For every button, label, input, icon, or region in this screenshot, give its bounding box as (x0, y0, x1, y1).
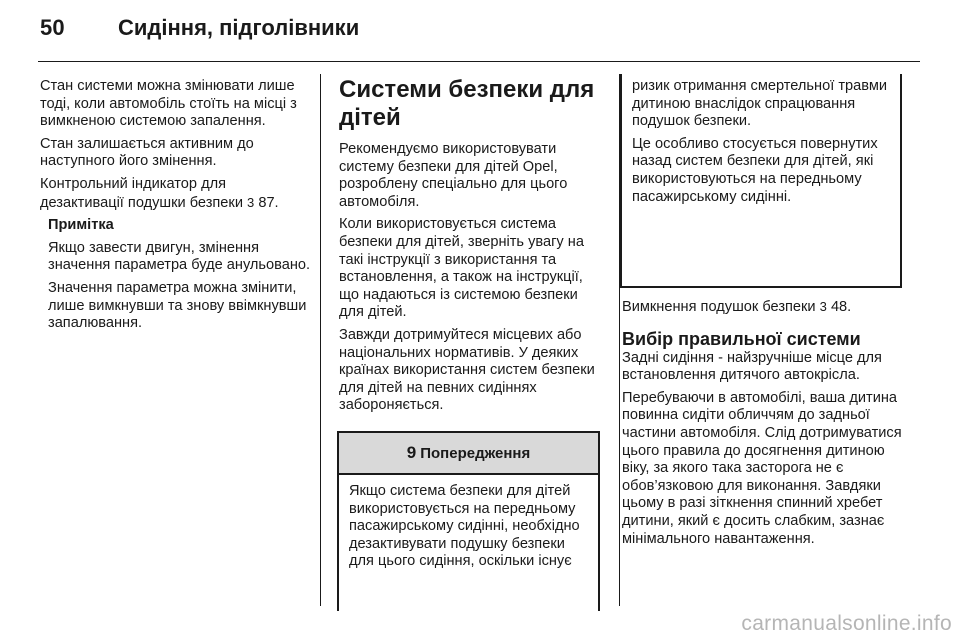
paragraph: Стан системи можна змінювати лише тоді, коли автомобіль стоїть на місці з вимкненою системою запалення. (40, 78, 297, 130)
column-divider-left (320, 74, 321, 606)
note-paragraph: Якщо завести двигун, змінення значення параметра буде анульовано. (48, 239, 311, 274)
page-reference[interactable]: 87. (258, 194, 279, 211)
watermark: carmanualsonline.info (741, 612, 952, 635)
paragraph: Завжди дотримуйтеся місцевих або національних нормативів. У деяких країнах використання систем безпеки для дітей на певних сидіннях забороняється. (339, 326, 595, 414)
reference-arrow-icon: 3 (247, 194, 255, 210)
page-number: 50 (40, 15, 65, 40)
paragraph: Задні сидіння - найзручніше місце для встановлення дитячого автокрісла. (622, 349, 882, 384)
subsection-heading: Вибір правильної системи (622, 328, 861, 349)
warning-triangle-icon: 9 (406, 443, 417, 462)
warning-box (337, 431, 600, 611)
header-rule (38, 61, 920, 62)
warning-text: ризик отримання смертельної травми дитиною внаслідок спрацювання подушок безпеки. (632, 78, 888, 130)
note-paragraph: Значення параметра можна змінити, лише вимкнувши та знову ввімкнувши запалювання. (48, 279, 307, 332)
column-1 (40, 78, 312, 338)
paragraph: Стан залишається активним до наступного його змінення. (40, 135, 254, 170)
note-title: Примітка (48, 217, 114, 234)
paragraph: Рекомендуємо використовувати систему безпеки для дітей Opel, розроблену спеціально для цього автомобіля. (339, 141, 568, 210)
reference-arrow-icon: 3 (819, 299, 827, 314)
warning-text: Це особливо стосується повернутих назад систем безпеки для дітей, які використовуються на передньому пасажирському сидінні. (632, 135, 878, 205)
paragraph-with-reference: Вимкнення подушок безпеки 3 48. (622, 299, 852, 315)
paragraph: Коли використовується система безпеки для дітей, зверніть увагу на такі інструкції з використання та встановлення, а також на інструкції, що надаються із системою безпеки для дітей. (339, 216, 584, 321)
section-heading: Системи безпеки для дітей (339, 76, 595, 131)
note-block (40, 217, 312, 333)
warning-header (339, 433, 598, 475)
column-2 (339, 76, 601, 420)
page-title: Сидіння, підголівники (118, 15, 360, 40)
warning-text: Якщо система безпеки для дітей використовується на передньому пасажирському сидінні, необхідно дезактивувати подушку безпеки для цього сидіння, оскільки існує (349, 483, 580, 570)
column-3 (622, 298, 906, 553)
warning-title: Попередження (420, 444, 531, 462)
paragraph: Перебуваючи в автомобілі, ваша дитина повинна сидіти обличчям до задньої частини автомобіля. Слід дотримуватися цього правила до досягнення дитиною віку, за якого така засторога не є обов’язковою для виконання. Завдяки цьому в разі зіткнення спинний хребет дитини, який є досить слабким, зазнає мінімального навантаження. (622, 389, 902, 547)
warning-body (339, 475, 598, 571)
paragraph-with-reference: Контрольний індикатор для дезактивації подушки безпеки 3 87. (40, 175, 279, 211)
page-reference[interactable]: 48. (830, 299, 852, 315)
warning-box-continued (620, 74, 902, 288)
